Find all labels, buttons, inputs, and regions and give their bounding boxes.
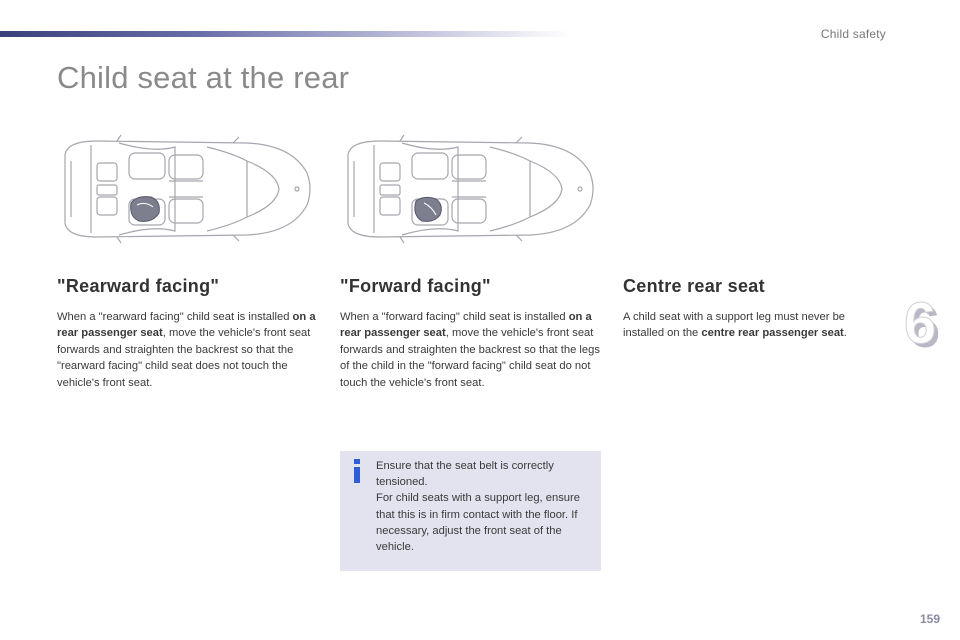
info-line: Ensure that the seat belt is correctly tensioned. bbox=[376, 460, 554, 489]
chapter-number: 6 bbox=[904, 291, 937, 356]
car-diagram-rearward bbox=[57, 133, 317, 245]
car-top-view-rearward-illustration bbox=[57, 133, 317, 245]
section-centre-rear-seat bbox=[623, 276, 885, 342]
page-title: Child seat at the rear bbox=[57, 60, 350, 95]
info-icon bbox=[352, 459, 362, 489]
body-emphasis: on a rear passenger seat bbox=[57, 311, 316, 340]
page-number: 159 bbox=[919, 612, 940, 626]
info-text bbox=[376, 458, 590, 555]
car-diagram-forward bbox=[340, 133, 600, 245]
body-text: . bbox=[843, 327, 847, 340]
section-rearward-facing bbox=[57, 276, 319, 391]
section-body bbox=[623, 309, 885, 342]
header-accent-bar bbox=[0, 31, 570, 37]
section-body bbox=[340, 309, 602, 391]
section-forward-facing bbox=[340, 276, 602, 391]
body-text: When a "forward facing" child seat is installed bbox=[340, 311, 569, 323]
car-top-view-forward-illustration bbox=[340, 133, 600, 245]
body-text: , move the vehicle's front seat forwards and straighten the backrest so that the "rearward facing" child seat does not touch the vehicle's front seat. bbox=[57, 327, 311, 389]
section-heading: "Rearward facing" bbox=[57, 276, 220, 296]
body-text: A child seat with a support leg must never be installed on the bbox=[623, 311, 846, 340]
info-box bbox=[340, 451, 601, 571]
section-body bbox=[57, 309, 319, 391]
info-line: For child seats with a support leg, ensure that this is in firm contact with the floor. If necessary, adjust the front seat of the vehicle. bbox=[376, 492, 580, 554]
body-emphasis: on a rear passenger seat bbox=[340, 311, 592, 340]
body-text: , move the vehicle's front seat forwards and straighten the backrest so that the legs of the child in the "forward facing" child seat do not touch the vehicle's front seat. bbox=[340, 327, 600, 389]
body-emphasis: centre rear passenger seat bbox=[701, 327, 844, 340]
section-heading: "Forward facing" bbox=[340, 276, 491, 296]
section-heading: Centre rear seat bbox=[623, 276, 765, 296]
section-label: Child safety bbox=[820, 27, 886, 41]
body-text: When a "rearward facing" child seat is installed bbox=[57, 311, 293, 323]
